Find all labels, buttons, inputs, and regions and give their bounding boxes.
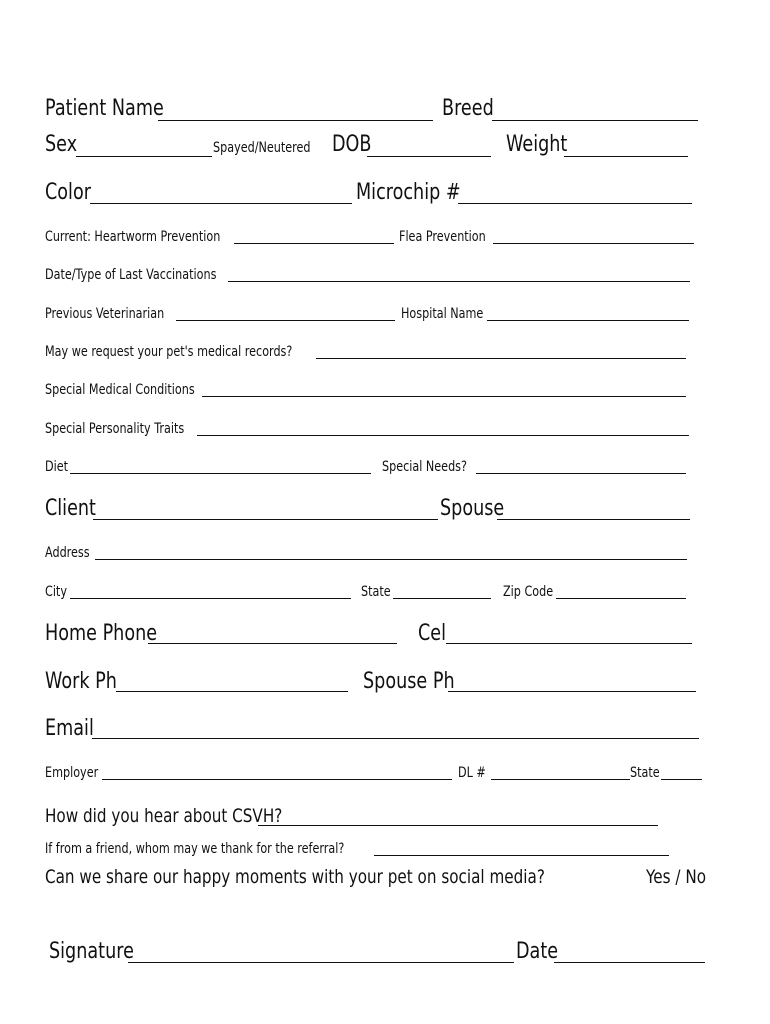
personality-traits-label: Special Personality Traits xyxy=(45,421,185,437)
records-request-field[interactable] xyxy=(316,358,686,359)
dl-state-label: State xyxy=(630,765,660,781)
breed-field[interactable] xyxy=(492,120,698,121)
spouse-field[interactable] xyxy=(497,519,690,520)
cel-field[interactable] xyxy=(446,643,692,644)
dl-number-label: DL # xyxy=(458,765,486,781)
hospital-name-field[interactable] xyxy=(487,320,689,321)
signature-field[interactable] xyxy=(128,962,514,963)
home-phone-field[interactable] xyxy=(148,643,397,644)
state-field[interactable] xyxy=(393,598,491,599)
personality-traits-field[interactable] xyxy=(197,435,689,436)
work-phone-label: Work Ph xyxy=(45,669,117,694)
weight-field[interactable] xyxy=(564,156,688,157)
cel-label: Cel xyxy=(418,621,447,646)
signature-label: Signature xyxy=(49,939,134,964)
dl-number-field[interactable] xyxy=(491,779,630,780)
home-phone-label: Home Phone xyxy=(45,621,158,646)
dob-field[interactable] xyxy=(367,156,491,157)
previous-vet-label: Previous Veterinarian xyxy=(45,306,165,322)
spouse-phone-field[interactable] xyxy=(448,691,696,692)
color-field[interactable] xyxy=(90,203,352,204)
records-request-label: May we request your pet's medical records? xyxy=(45,344,293,360)
spouse-label: Spouse xyxy=(440,496,505,521)
heartworm-field[interactable] xyxy=(234,243,394,244)
zip-code-label: Zip Code xyxy=(503,584,554,600)
heartworm-label: Current: Heartworm Prevention xyxy=(45,229,221,245)
patient-name-label: Patient Name xyxy=(45,96,164,121)
vaccinations-label: Date/Type of Last Vaccinations xyxy=(45,267,217,283)
sex-field[interactable] xyxy=(76,156,212,157)
special-needs-label: Special Needs? xyxy=(382,459,467,475)
date-field[interactable] xyxy=(554,962,705,963)
social-media-label: Can we share our happy moments with your pet on social media? xyxy=(45,866,545,888)
referral-label: If from a friend, whom may we thank for the referral? xyxy=(45,841,345,857)
spayed-neutered-label: Spayed/Neutered xyxy=(213,140,311,156)
medical-conditions-label: Special Medical Conditions xyxy=(45,382,195,398)
address-field[interactable] xyxy=(95,559,687,560)
employer-label: Employer xyxy=(45,765,99,781)
breed-label: Breed xyxy=(442,96,494,121)
flea-label: Flea Prevention xyxy=(399,229,486,245)
zip-code-field[interactable] xyxy=(556,598,686,599)
previous-vet-field[interactable] xyxy=(176,320,395,321)
color-label: Color xyxy=(45,180,91,205)
medical-conditions-field[interactable] xyxy=(202,396,686,397)
work-phone-field[interactable] xyxy=(116,691,348,692)
city-label: City xyxy=(45,584,67,600)
yes-no-choice[interactable]: Yes / No xyxy=(646,866,706,888)
state-label: State xyxy=(361,584,391,600)
diet-label: Diet xyxy=(45,459,69,475)
vaccinations-field[interactable] xyxy=(228,281,690,282)
microchip-label: Microchip # xyxy=(356,180,461,205)
microchip-field[interactable] xyxy=(458,203,692,204)
sex-label: Sex xyxy=(45,132,78,157)
hear-about-field[interactable] xyxy=(258,825,658,826)
dl-state-field[interactable] xyxy=(661,779,702,780)
client-label: Client xyxy=(45,496,96,521)
dob-label: DOB xyxy=(332,132,372,157)
referral-field[interactable] xyxy=(374,855,669,856)
flea-field[interactable] xyxy=(493,243,694,244)
hear-about-label: How did you hear about CSVH? xyxy=(45,805,283,827)
client-field[interactable] xyxy=(93,519,438,520)
spouse-phone-label: Spouse Ph xyxy=(363,669,455,694)
special-needs-field[interactable] xyxy=(476,473,686,474)
patient-name-field[interactable] xyxy=(158,120,433,121)
date-label: Date xyxy=(516,939,559,964)
hospital-name-label: Hospital Name xyxy=(401,306,484,322)
weight-label: Weight xyxy=(506,132,568,157)
diet-field[interactable] xyxy=(70,473,371,474)
city-field[interactable] xyxy=(70,598,351,599)
email-label: Email xyxy=(45,716,94,741)
employer-field[interactable] xyxy=(102,779,452,780)
email-field[interactable] xyxy=(92,738,699,739)
address-label: Address xyxy=(45,545,90,561)
